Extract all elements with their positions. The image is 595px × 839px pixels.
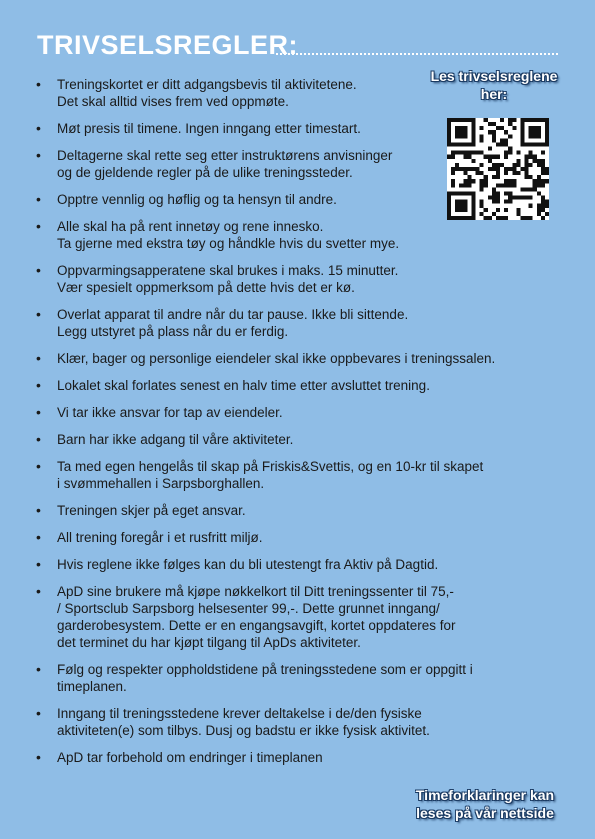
rule-item: • Klær, bager og personlige eiendeler skal ikke oppbevares i treningssalen. (34, 350, 554, 367)
rule-item: • ApD tar forbehold om endringer i timeplanen (34, 749, 554, 766)
rule-item: • Lokalet skal forlates senest en halv time etter avsluttet trening. (34, 377, 554, 394)
rule-item: • Hvis reglene ikke følges kan du bli utestengt fra Aktiv på Dagtid. (34, 556, 554, 573)
rules-list (34, 76, 554, 766)
qr-label: Les trivselsreglene her: (430, 68, 558, 102)
rule-item: • Deltagerne skal rette seg etter instruktørens anvisninger og de gjeldende regler på de ulike treningssteder. (34, 147, 554, 181)
title-dotted-rule (276, 53, 558, 55)
rule-item: • Barn har ikke adgang til våre aktiviteter. (34, 431, 554, 448)
rule-item: • ApD sine brukere må kjøpe nøkkelkort til Ditt treningssenter til 75,- / Sportsclub Sarpsborg helsesenter 99,-. Dette grunnet inngang/ garderobesystem. Dette er en engangsavgift, kortet oppdateres for det terminet du har kjøpt tilgang til ApDs aktiviteter. (34, 583, 554, 651)
rule-item: • Møt presis til timene. Ingen inngang etter timestart. (34, 120, 554, 137)
rule-item: • Overlat apparat til andre når du tar pause. Ikke bli sittende. Legg utstyret på plass når du er ferdig. (34, 306, 554, 340)
rule-item: • Vi tar ikke ansvar for tap av eiendeler. (34, 404, 554, 421)
rule-item: • Alle skal ha på rent innetøy og rene innesko. Ta gjerne med ekstra tøy og håndkle hvis du svetter mye. (34, 218, 554, 252)
footer-note: Timeforklaringer kan leses på vår nettside (415, 787, 555, 821)
rule-item: • Oppvarmingsapperatene skal brukes i maks. 15 minutter. Vær spesielt oppmerksom på dette hvis det er kø. (34, 262, 554, 296)
rule-item: • Ta med egen hengelås til skap på Friskis&Svettis, og en 10-kr til skapet i svømmehallen i Sarpsborghallen. (34, 458, 554, 492)
page-title: TRIVSELSREGLER: (37, 30, 299, 60)
rule-item: • Følg og respekter oppholdstidene på treningsstedene som er oppgitt i timeplanen. (34, 661, 554, 695)
rule-item: • Treningskortet er ditt adgangsbevis til aktivitetene. Det skal alltid vises frem ved oppmøte. (34, 76, 554, 110)
rule-item: • All trening foregår i et rusfritt miljø. (34, 529, 554, 546)
rule-item: • Opptre vennlig og høflig og ta hensyn til andre. (34, 191, 554, 208)
rule-item: • Inngang til treningsstedene krever deltakelse i de/den fysiske aktiviteten(e) som tilbys. Dusj og badstu er ikke fysisk aktivitet. (34, 705, 554, 739)
rule-item: • Treningen skjer på eget ansvar. (34, 502, 554, 519)
